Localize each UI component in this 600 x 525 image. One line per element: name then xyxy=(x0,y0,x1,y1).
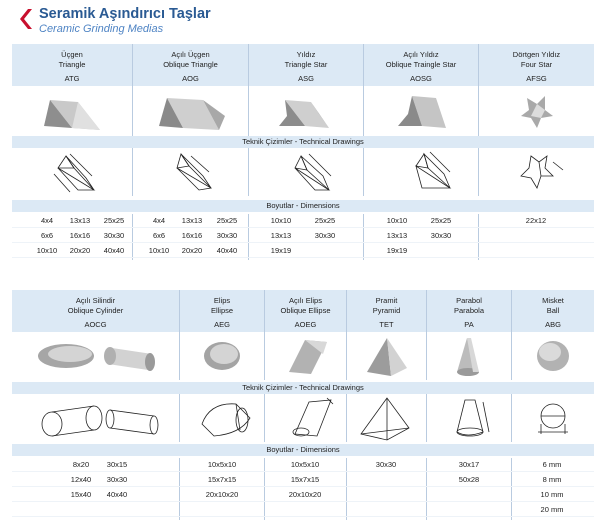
product-code: AFSG xyxy=(526,74,547,83)
dimension-row xyxy=(12,458,594,472)
product-header-oblique-star xyxy=(364,44,479,86)
dimension-value: 10x5x10 xyxy=(207,460,237,469)
dimension-value: 30x30 xyxy=(430,231,452,240)
dimension-value: 12x40 xyxy=(70,475,92,484)
dimension-value: 25x25 xyxy=(314,216,336,225)
dimension-value: 6 mm xyxy=(542,460,562,469)
image-cell xyxy=(249,86,364,136)
triangle-star-icon xyxy=(249,86,364,136)
dimension-value: 4x4 xyxy=(40,216,54,225)
product-name-tr: Dörtgen Yıldız xyxy=(512,50,561,59)
dimension-value: 15x40 xyxy=(70,490,92,499)
dimension-value: 25x25 xyxy=(430,216,452,225)
dimension-value: 30x15 xyxy=(106,460,128,469)
product-name-en: Oblique Cylinder xyxy=(67,305,124,315)
product-header-oblique-ellipse xyxy=(265,290,347,332)
dimension-table xyxy=(12,214,594,260)
product-code: ATG xyxy=(64,74,80,83)
dimension-value: 10x10 xyxy=(386,216,408,225)
dimension-row xyxy=(12,488,594,502)
dimension-row xyxy=(12,473,594,487)
dimension-value: 10x10 xyxy=(270,216,292,225)
dimension-value: 15x7x15 xyxy=(207,475,237,484)
product-name-tr: Elips xyxy=(213,296,231,305)
ball-drawing-icon xyxy=(512,394,594,442)
product-code: TET xyxy=(379,320,394,329)
dimension-value: 10x5x10 xyxy=(290,460,320,469)
product-name-en: Triangle Star xyxy=(284,59,328,69)
dimensions-band: Boyutlar - Dimensions xyxy=(12,444,594,456)
image-cell xyxy=(12,86,133,136)
oblique-ellipse-icon xyxy=(265,332,347,380)
product-name-tr: Açılı Silindir xyxy=(75,296,116,305)
dimension-value: 13x13 xyxy=(386,231,408,240)
product-code: ABG xyxy=(545,320,561,329)
oblique-star-drawing-icon xyxy=(364,148,479,196)
image-cell xyxy=(479,86,594,136)
product-name-tr: Yıldız xyxy=(296,50,316,59)
product-name-tr: Parabol xyxy=(456,296,482,305)
dimension-value: 16x16 xyxy=(181,231,203,240)
dimension-value: 25x25 xyxy=(216,216,238,225)
drawing-cell xyxy=(479,148,594,196)
product-name-en: Oblique Triangle xyxy=(163,59,218,69)
dimension-value: 6x6 xyxy=(40,231,54,240)
drawing-cell xyxy=(364,148,479,196)
dimension-value: 30x30 xyxy=(375,460,397,469)
drawing-cell xyxy=(133,148,249,196)
dimension-value: 10x10 xyxy=(36,246,58,255)
product-name-en: Pyramid xyxy=(372,305,401,315)
product-name-tr: Açılı Üçgen xyxy=(171,50,210,59)
product-name-tr: Açılı Elips xyxy=(289,296,322,305)
image-cell xyxy=(265,332,347,380)
dimension-value: 30x17 xyxy=(458,460,480,469)
oblique-cylinder-icon xyxy=(12,332,180,380)
product-name-tr: Misket xyxy=(542,296,564,305)
dimension-value: 13x13 xyxy=(69,216,91,225)
chevron-left-icon xyxy=(18,9,32,29)
dimension-value: 25x25 xyxy=(103,216,125,225)
image-cell xyxy=(512,332,594,380)
drawing-cell xyxy=(180,394,265,442)
dimension-value: 4x4 xyxy=(152,216,166,225)
oblique-triangle-drawing-icon xyxy=(133,148,249,196)
triangle-star-drawing-icon xyxy=(249,148,364,196)
ellipse-drawing-icon xyxy=(180,394,265,442)
oblique-star-icon xyxy=(364,86,479,136)
dimension-value: 20x20 xyxy=(69,246,91,255)
product-header-parabola xyxy=(427,290,512,332)
ellipse-icon xyxy=(180,332,265,380)
dimension-value: 22x12 xyxy=(525,216,547,225)
dimension-value: 8x20 xyxy=(72,460,90,469)
pyramid-drawing-icon xyxy=(347,394,427,442)
dimension-value: 20x10x20 xyxy=(205,490,239,499)
four-star-icon xyxy=(479,86,594,136)
dimension-value: 30x30 xyxy=(106,475,128,484)
product-header-ellipse xyxy=(180,290,265,332)
dimension-row xyxy=(12,244,594,258)
image-cell xyxy=(133,86,249,136)
product-code: AEG xyxy=(214,320,230,329)
dimension-value: 8 mm xyxy=(542,475,562,484)
product-name-tr: Pramit xyxy=(375,296,398,305)
dimension-row xyxy=(12,503,594,517)
page-subtitle: Ceramic Grinding Medias xyxy=(39,23,164,35)
dimension-table xyxy=(12,458,594,520)
product-header-triangle xyxy=(12,44,133,86)
product-name-tr: Açılı Yıldız xyxy=(403,50,439,59)
pyramid-icon xyxy=(347,332,427,380)
parabola-icon xyxy=(427,332,512,380)
drawing-cell xyxy=(265,394,347,442)
product-header-four-star xyxy=(479,44,594,86)
dimension-value: 20 mm xyxy=(540,505,564,514)
product-name-en: Oblique Ellipse xyxy=(280,305,331,315)
drawing-row xyxy=(12,394,594,442)
dimension-value: 10 mm xyxy=(540,490,564,499)
oblique-triangle-icon xyxy=(133,86,249,136)
image-cell xyxy=(364,86,479,136)
dimension-value: 15x7x15 xyxy=(290,475,320,484)
product-code: PA xyxy=(464,320,474,329)
drawing-cell xyxy=(12,394,180,442)
page-title: Seramik Aşındırıcı Taşlar xyxy=(39,6,211,22)
dimension-value: 19x19 xyxy=(386,246,408,255)
dimension-value: 40x40 xyxy=(106,490,128,499)
oblique-cylinder-drawing-icon xyxy=(12,394,180,442)
product-code: ASG xyxy=(298,74,314,83)
image-row xyxy=(12,332,594,380)
image-cell xyxy=(180,332,265,380)
drawing-cell xyxy=(249,148,364,196)
product-header-oblique-triangle xyxy=(133,44,249,86)
dimension-value: 16x16 xyxy=(69,231,91,240)
parabola-drawing-icon xyxy=(427,394,512,442)
product-code: AOEG xyxy=(294,320,317,329)
dimension-value: 13x13 xyxy=(181,216,203,225)
product-name-en: Ball xyxy=(546,305,560,315)
dimension-value: 20x10x20 xyxy=(288,490,322,499)
dimension-value: 40x40 xyxy=(103,246,125,255)
product-code: AOG xyxy=(182,74,199,83)
drawing-cell xyxy=(347,394,427,442)
dimensions-band: Boyutlar - Dimensions xyxy=(12,200,594,212)
product-name-en: Triangle xyxy=(58,59,86,69)
oblique-ellipse-drawing-icon xyxy=(265,394,347,442)
header-row xyxy=(12,44,594,86)
dimension-value: 40x40 xyxy=(216,246,238,255)
product-table-2 xyxy=(12,290,594,522)
image-cell xyxy=(347,332,427,380)
product-name-tr: Üçgen xyxy=(61,50,83,59)
product-header-ball xyxy=(512,290,594,332)
image-cell xyxy=(427,332,512,380)
dimension-value: 30x30 xyxy=(216,231,238,240)
product-code: AOSG xyxy=(410,74,432,83)
dimension-value: 10x10 xyxy=(148,246,170,255)
dimension-value: 50x28 xyxy=(458,475,480,484)
technical-drawings-band: Teknik Çizimler - Technical Drawings xyxy=(12,382,594,394)
triangle-drawing-icon xyxy=(12,148,133,196)
drawing-row xyxy=(12,148,594,196)
dimension-value: 20x20 xyxy=(181,246,203,255)
dimension-value: 6x6 xyxy=(152,231,166,240)
product-header-pyramid xyxy=(347,290,427,332)
product-header-oblique-cylinder xyxy=(12,290,180,332)
image-row xyxy=(12,86,594,136)
drawing-cell xyxy=(12,148,133,196)
four-star-drawing-icon xyxy=(479,148,594,196)
product-name-en: Four Star xyxy=(520,59,553,69)
dimension-value: 19x19 xyxy=(270,246,292,255)
product-header-triangle-star xyxy=(249,44,364,86)
product-table-1 xyxy=(12,44,594,266)
product-name-en: Ellipse xyxy=(210,305,234,315)
dimension-value: 30x30 xyxy=(314,231,336,240)
image-cell xyxy=(12,332,180,380)
product-name-en: Oblique Traingle Star xyxy=(385,59,457,69)
dimension-row xyxy=(12,214,594,228)
drawing-cell xyxy=(427,394,512,442)
ball-icon xyxy=(512,332,594,380)
dimension-row xyxy=(12,229,594,243)
drawing-cell xyxy=(512,394,594,442)
triangle-prism-icon xyxy=(12,86,133,136)
header-row xyxy=(12,290,594,332)
dimension-value: 30x30 xyxy=(103,231,125,240)
technical-drawings-band: Teknik Çizimler - Technical Drawings xyxy=(12,136,594,148)
dimension-value: 13x13 xyxy=(270,231,292,240)
product-code: AOCG xyxy=(84,320,107,329)
product-name-en: Parabola xyxy=(453,305,485,315)
